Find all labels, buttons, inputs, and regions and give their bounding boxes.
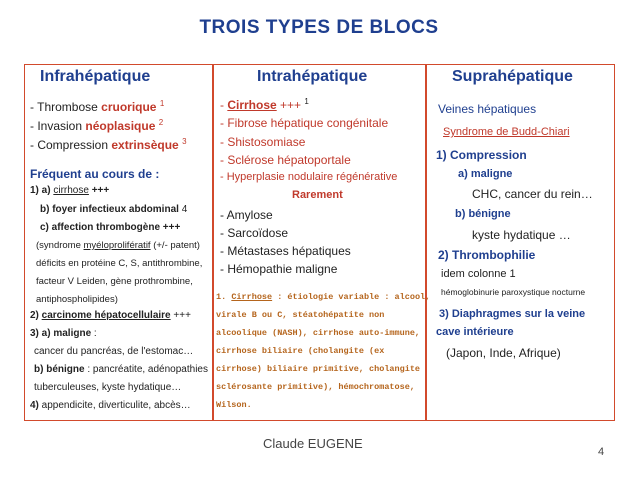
infra-line-1: - Thrombose cruorique $^1$ bbox=[30, 99, 165, 114]
infra-item-13: 4) appendicite, diverticulite, abcès… bbox=[30, 400, 191, 411]
supra-maligne-text: CHC, cancer du rein… bbox=[472, 187, 593, 201]
intra-note-4: cirrhose biliaire (cholangite (ex bbox=[216, 346, 385, 356]
infra-line-2: - Invasion néoplasique $^2$ bbox=[30, 118, 164, 133]
infra-item-2: b) foyer infectieux abdominal 4 bbox=[40, 204, 188, 215]
intra-rare-2: - Sarcoïdose bbox=[220, 226, 289, 240]
intra-line-4: - Sclérose hépatoportale bbox=[220, 153, 351, 167]
supra-thrombophilie: 2) Thrombophilie bbox=[438, 248, 536, 262]
infra-item-1: 1) a) cirrhose +++ bbox=[30, 185, 110, 196]
infra-line-3: - Compression extrinsèque $^3$ bbox=[30, 137, 187, 152]
supra-maligne: a) maligne bbox=[458, 168, 513, 180]
intra-note-6: sclérosante primitive), hémochromatose, bbox=[216, 382, 415, 392]
supra-veines: Veines hépatiques bbox=[438, 102, 537, 116]
infra-item-5: déficits en protéine C, S, antithrombine, bbox=[36, 258, 203, 269]
supra-hemoglobinurie: hémoglobinurie paroxystique nocturne bbox=[441, 287, 586, 297]
supra-compression: 1) Compression bbox=[436, 148, 527, 162]
intra-note-7: Wilson. bbox=[216, 400, 252, 410]
intra-line-3: - Shistosomiase bbox=[220, 135, 306, 149]
infra-item-9: 3) a) maligne : bbox=[30, 328, 97, 339]
infra-item-6: facteur V Leiden, gène prothrombine, bbox=[36, 276, 193, 287]
supra-diaphragmes-1: 3) Diaphragmes sur la veine bbox=[439, 308, 586, 320]
footer-author: Claude EUGENE bbox=[263, 436, 363, 451]
intra-rare-1: - Amylose bbox=[220, 208, 273, 222]
page-number: 4 bbox=[598, 446, 605, 458]
heading-infrahepatique: Infrahépatique bbox=[40, 68, 151, 85]
infra-item-12: tuberculeuses, kyste hydatique… bbox=[34, 382, 182, 393]
intra-note-1: 1. Cirrhose : étiologie variable : alcool, bbox=[216, 292, 431, 302]
supra-japon: (Japon, Inde, Afrique) bbox=[446, 346, 561, 360]
infra-item-4: (syndrome myéloprolifératif (+/- patent) bbox=[36, 240, 200, 251]
intra-rarement: Rarement bbox=[292, 189, 343, 201]
infra-item-10: cancer du pancréas, de l'estomac… bbox=[34, 346, 194, 357]
supra-benigne: b) bénigne bbox=[455, 208, 511, 220]
intra-line-5: - Hyperplasie nodulaire régénérative bbox=[220, 171, 398, 183]
intra-rare-3: - Métastases hépatiques bbox=[220, 244, 351, 258]
intra-rare-4: - Hémopathie maligne bbox=[220, 262, 338, 276]
column-suprahepatique bbox=[426, 64, 615, 421]
infra-item-7: antiphospholipides) bbox=[36, 294, 118, 305]
slide-title: TROIS TYPES DE BLOCS bbox=[199, 17, 439, 38]
supra-budd-chiari: Syndrome de Budd-Chiari bbox=[443, 126, 570, 138]
intra-note-5: cirrhose) biliaire primitive, cholangite bbox=[216, 364, 421, 374]
intra-note-2: virale B ou C, stéatohépatite non bbox=[216, 310, 385, 320]
heading-intrahepatique: Intrahépatique bbox=[257, 68, 368, 85]
infra-frequent: Fréquent au cours de : bbox=[30, 167, 160, 181]
intra-note-3: alcoolique (NASH), cirrhose auto-immune, bbox=[216, 328, 421, 338]
supra-idem: idem colonne 1 bbox=[441, 268, 516, 280]
intra-line-1: - Cirrhose +++ $^1$ bbox=[220, 97, 309, 112]
infra-item-3: c) affection thrombogène +++ bbox=[40, 222, 181, 233]
infra-item-11: b) bénigne : pancréatite, adénopathies bbox=[34, 364, 208, 375]
supra-benigne-text: kyste hydatique … bbox=[472, 228, 571, 242]
heading-suprahepatique: Suprahépatique bbox=[452, 68, 573, 85]
infra-item-8: 2) carcinome hépatocellulaire +++ bbox=[30, 310, 191, 321]
supra-diaphragmes-2: cave intérieure bbox=[436, 326, 514, 338]
intra-line-2: - Fibrose hépatique congénitale bbox=[220, 116, 389, 130]
